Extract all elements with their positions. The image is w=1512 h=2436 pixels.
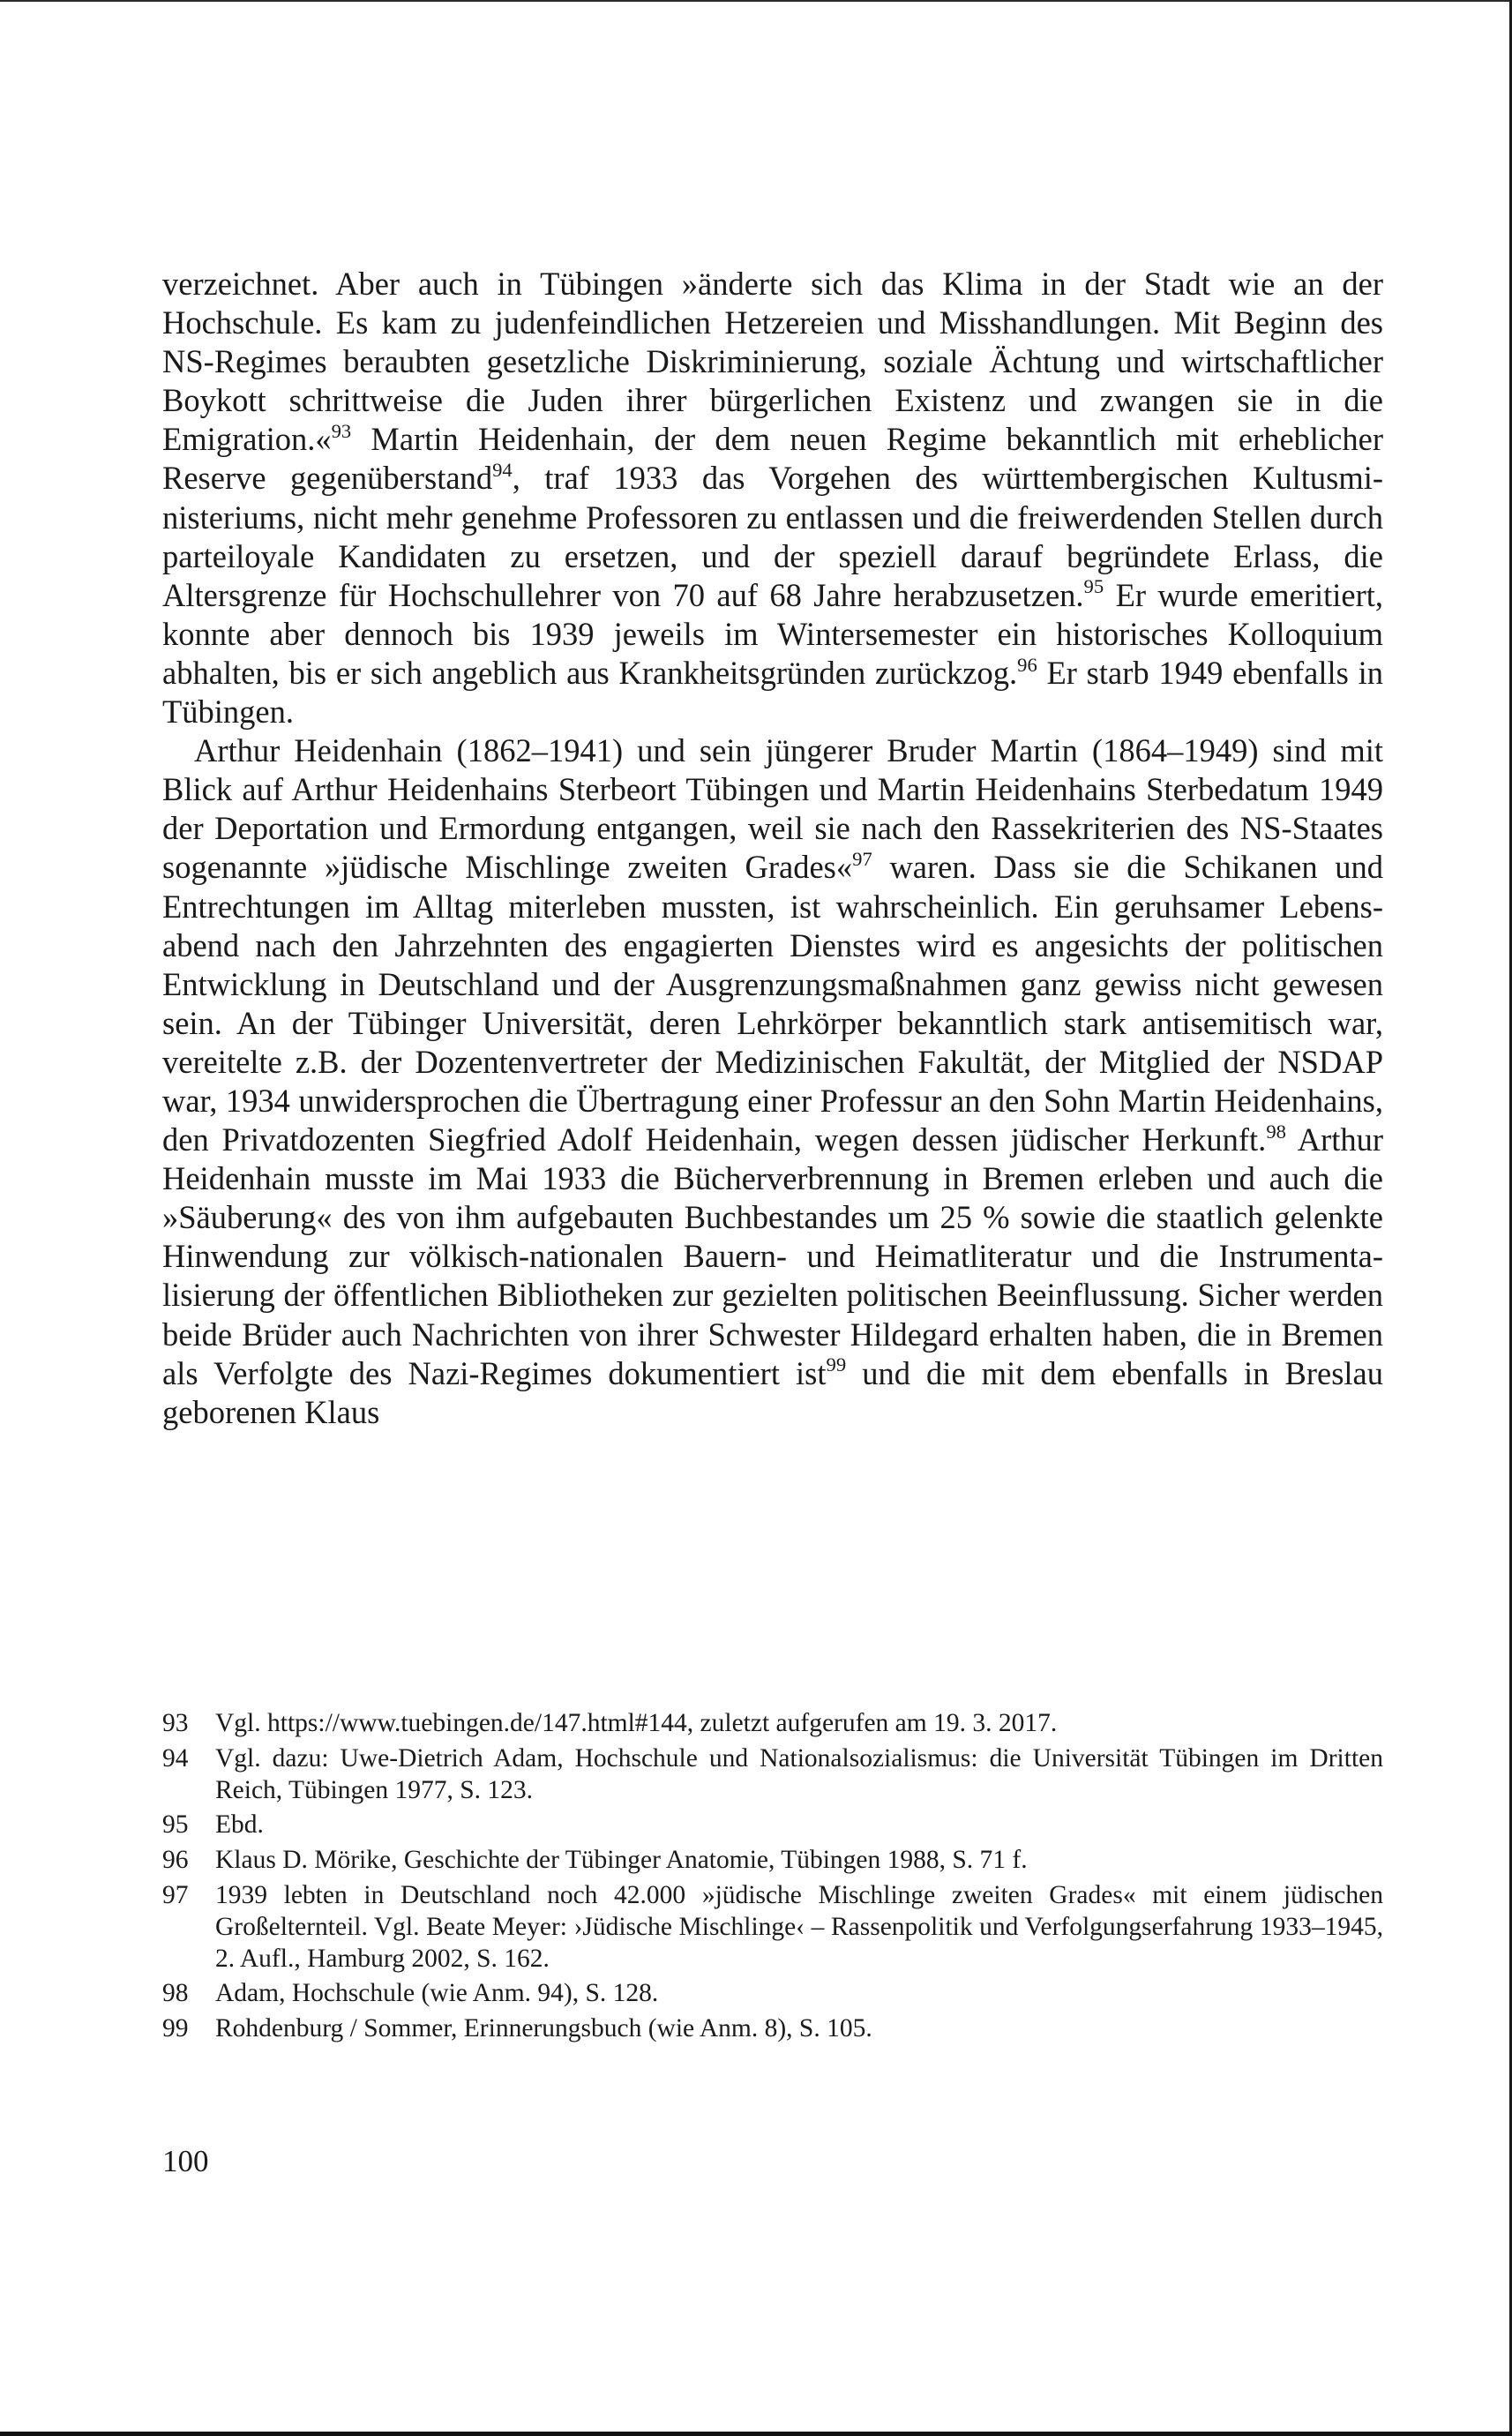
footnote-94: [162, 1743, 1383, 1807]
footnote-number: 93: [162, 1709, 189, 1737]
footnote-text: Vgl. dazu: Uwe-Dietrich Adam, Hochschule und Nationalsozialismus: die Universität Tübingen im Dritten Reich, Tübingen 1977, S. 123.: [215, 1743, 1383, 1804]
scan-border-top: [0, 0, 1512, 2]
paragraph-1: verzeichnet. Aber auch in Tübingen »änderte sich das Klima in der Stadt wie an der Hochschule. Es kam zu judenfeindlichen Hetzereien und Misshandlungen. Mit Beginn des NS-Regimes beraubten gesetzliche Diskriminierung, soziale Ächtung und wirtschaftlicher Boykott schrittweise die Juden ihrer bürgerlichen Existenz und zwangen sie in die Emigration.«$^{93}$ Martin Heidenhain, der dem neuen Regime bekanntlich mit erheblicher Reserve gegenüberstand$^{94}$, traf 1933 das Vorgehen des württembergischen Kultusministeriums, nicht mehr genehme Professoren zu entlassen und die freiwerdenden Stellen durch parteiloyale Kandidaten zu ersetzen, und der speziell darauf begründete Erlass, die Altersgrenze für Hochschullehrer von 70 auf 68 Jahre herabzusetzen.$^{95}$ Er wurde emeritiert, konnte aber dennoch bis 1939 jeweils im Wintersemester ein historisches Kolloquium abhalten, bis er sich angeblich aus Krankheitsgründen zurückzog.$^{96}$ Er starb 1949 ebenfalls in Tübingen.: [162, 266, 1384, 731]
footnote-text: Vgl. https://www.tuebingen.de/147.html#144, zuletzt aufgerufen am 19. 3. 2017.: [215, 1709, 1058, 1737]
footnote-text: Rohdenburg / Sommer, Erinnerungsbuch (wie Anm. 8), S. 105.: [215, 2014, 872, 2043]
footnote-ref-98[interactable]: 98: [1266, 1120, 1286, 1143]
footnote-ref-96[interactable]: 96: [1017, 653, 1037, 676]
footnotes: [162, 1708, 1383, 2049]
footnote-93: [162, 1708, 1383, 1740]
footnote-97: [162, 1880, 1383, 1975]
footnote-text: Klaus D. Mörike, Geschichte der Tübinger Anatomie, Tübingen 1988, S. 71 f.: [215, 1846, 1028, 1875]
footnote-number: 99: [162, 2014, 189, 2043]
footnote-number: 98: [162, 1979, 189, 2008]
footnote-95: [162, 1810, 1383, 1841]
footnote-ref-99[interactable]: 99: [826, 1353, 847, 1376]
footnote-99: [162, 2013, 1383, 2045]
footnote-98: [162, 1978, 1383, 2010]
footnote-ref-95[interactable]: 95: [1083, 575, 1104, 598]
page-number: 100: [162, 2144, 209, 2178]
footnote-number: 95: [162, 1810, 189, 1840]
footnote-number: 94: [162, 1743, 189, 1773]
footnote-text: 1939 lebten in Deutschland noch 42.000 »jüdische Mischlinge zweiten Grades« mit einem jüdischen Großelternteil. Vgl. Beate Meyer: ›Jüdische Mischlinge‹ – Rassenpolitik und Verfolgungserfahrung 1933–1945, 2. Aufl., Hamburg 2002, S. 162.: [215, 1880, 1383, 1973]
footnote-text: Ebd.: [215, 1810, 264, 1840]
footnote-ref-94[interactable]: 94: [492, 459, 513, 482]
paragraph-2: Arthur Heidenhain (1862–1941) und sein jüngerer Bruder Martin (1864–1949) sind mit Blick auf Arthur Heidenhains Sterbeort Tübingen und Martin Heidenhains Sterbedatum 1949 der Deportation und Ermordung entgangen, weil sie nach den Rassekriterien des NS-Staates sogenannte »jüdische Mischlinge zweiten Grades«$^{97}$ waren. Dass sie die Schikanen und Entrechtungen im Alltag miterleben mussten, ist wahrscheinlich. Ein geruhsamer Lebensabend nach den Jahrzehnten des engagierten Dienstes wird es angesichts der politischen Entwicklung in Deutschland und der Ausgrenzungsmaßnahmen ganz gewiss nicht gewesen sein. An der Tübinger Universität, deren Lehrkörper bekanntlich stark antisemitisch war, vereitelte z.B. der Dozentenvertreter der Medizinischen Fakultät, der Mitglied der NSDAP war, 1934 unwidersprochen die Übertragung einer Professur an den Sohn Martin Heidenhains, den Privatdozenten Siegfried Adolf Heidenhain, wegen dessen jüdischer Herkunft.$^{98}$ Arthur Heidenhain musste im Mai 1933 die Bücherverbrennung in Bremen erleben und auch die »Säuberung« des von ihm aufgebauten Buchbestandes um 25 % sowie die staatlich gelenkte Hinwendung zur völkisch-nationalen Bauern- und Heimatliteratur und die Instrumentalisierung der öffentlichen Bibliotheken zur gezielten politischen Beeinflussung. Sicher werden beide Brüder auch Nachrichten von ihrer Schwester Hildegard erhalten haben, die in Bremen als Verfolgte des Nazi-Regimes dokumentiert ist$^{99}$ und die mit dem ebenfalls in Breslau geborenen Klaus: [162, 732, 1384, 1430]
footnote-96: [162, 1845, 1383, 1877]
footnote-number: 97: [162, 1880, 189, 1909]
footnote-ref-97[interactable]: 97: [852, 848, 872, 871]
footnote-text: Adam, Hochschule (wie Anm. 94), S. 128.: [215, 1979, 659, 2008]
scan-border-bottom: [0, 2432, 1512, 2436]
footnote-ref-93[interactable]: 93: [331, 420, 352, 443]
footnote-number: 96: [162, 1846, 189, 1875]
body-text: [162, 265, 1383, 1432]
